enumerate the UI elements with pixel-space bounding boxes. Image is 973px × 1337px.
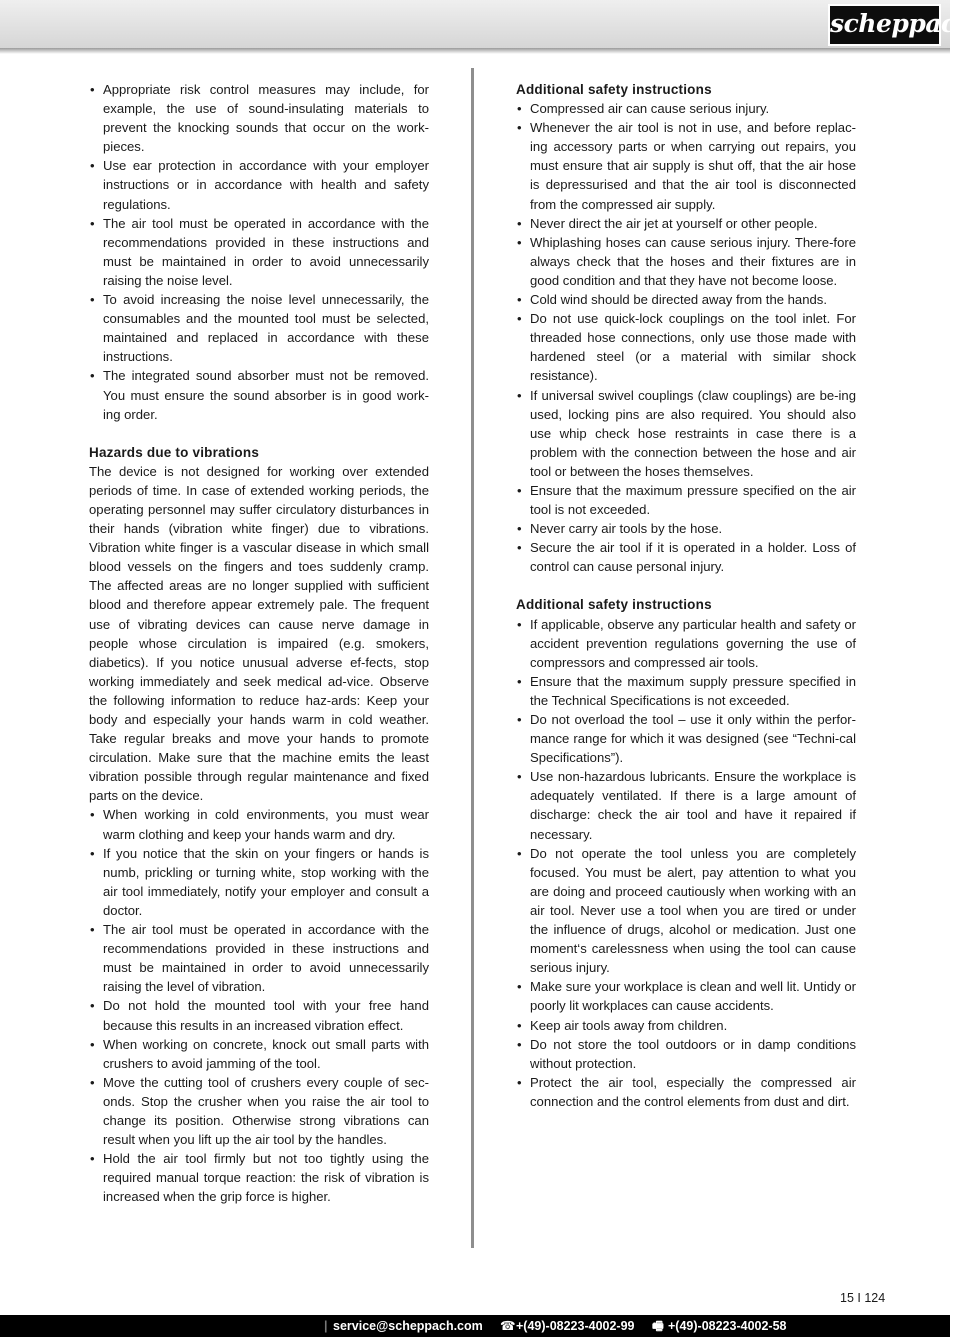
vibration-bullet-list	[89, 805, 429, 1206]
vibration-paragraph: The device is not designed for working over extended periods of time. In case of extended working periods, the operating personnel may suffer circulatory disturbances in their hands (vibration white finger) due to vibrations. Vibration white finger is a vascular disease in which small blood vessels on the fingers and toes suddenly cramp. The affected areas are no longer supplied with sufficient blood and therefore appear extremely pale. The frequent use of vibrating devices can cause nerve damage in people whose circulation is impaired (e.g. smokers, diabetics). If you notice unusual adverse ef-fects, stop working immediately and seek medical ad-vice. Observe the following information to reduce haz-ards: Keep your body and especially your hands warm in cold weather. Take regular breaks and move your hands to promote circulation. Make sure that the machine emits the least vibration possible through regular maintenance and fixed parts on the device.	[89, 463, 429, 804]
list-item: • Move the cutting tool of crushers every couple of sec-onds. Stop the crusher when you raise the air tool to change its position. Otherwise strong vibrations can result when you lift up the air tool by the handles.	[89, 1073, 429, 1149]
list-item: • When working in cold environments, you must wear warm clothing and keep your hands warm and dry.	[89, 805, 429, 843]
left-column	[89, 80, 429, 1206]
safety-heading-1: Additional safety instructions	[516, 82, 712, 97]
column-divider	[471, 68, 474, 1248]
fax-icon: 🖷	[652, 1319, 664, 1333]
header-bar	[0, 0, 950, 48]
list-item: • If universal swivel couplings (claw couplings) are be-ing used, locking pins are also required. You should also use whip check hose restraints in case there is a problem with the connection between the hose and air tool or between the hoses themselves.	[516, 386, 856, 481]
list-item: • Hold the air tool firmly but not too tightly using the required manual torque reaction: the risk of vibration is increased when the grip force is higher.	[89, 1149, 429, 1206]
list-item: • Do not use quick-lock couplings on the tool inlet. For threaded hose connections, only use those made with hardened steel (or a material with similar shock resistance).	[516, 309, 856, 385]
list-item: • Do not store the tool outdoors or in damp conditions without protection.	[516, 1035, 856, 1073]
list-item: • Do not overload the tool – use it only within the perfor-mance range for which it was designed (see “Techni-cal Specifications”).	[516, 710, 856, 767]
list-item: • If you notice that the skin on your fingers or hands is numb, prickling or turning white, stop working with the air tool immediately, notify your employer and consult a doctor.	[89, 844, 429, 920]
right-column	[516, 80, 856, 1111]
list-item: • Whiplashing hoses can cause serious injury. There-fore always check that the hoses and their fixtures are in good condition and that they have not become loose.	[516, 233, 856, 290]
list-item: • Never carry air tools by the hose.	[516, 519, 856, 538]
list-item: • To avoid increasing the noise level unnecessarily, the consumables and the mounted tool must be selected, maintained and replaced in accordance with these instructions.	[89, 290, 429, 366]
noise-bullet-list	[89, 80, 429, 424]
list-item: • Keep air tools away from children.	[516, 1016, 856, 1035]
list-item: • Ensure that the maximum pressure specified on the air tool is not exceeded.	[516, 481, 856, 519]
footer-bar	[0, 1315, 950, 1337]
list-item: • Do not hold the mounted tool with your free hand because this results in an increased vibration effect.	[89, 996, 429, 1034]
footer-separator: |	[324, 1319, 328, 1333]
list-item: • The air tool must be operated in accordance with the recommendations provided in these instructions and must be maintained in order to avoid unnecessarily raising the noise level.	[89, 214, 429, 290]
list-item: • If applicable, observe any particular health and safety or accident prevention regulations governing the use of compressors and compressed air tools.	[516, 615, 856, 672]
safety-bullet-list-1	[516, 99, 856, 576]
footer-email[interactable]: service@scheppach.com	[333, 1319, 483, 1333]
list-item: • The integrated sound absorber must not be removed. You must ensure the sound absorber is in good work-ing order.	[89, 366, 429, 423]
phone-icon: ☎	[500, 1319, 516, 1333]
list-item: • Protect the air tool, especially the compressed air connection and the control elements from dust and dirt.	[516, 1073, 856, 1111]
footer-fax: +(49)-08223-4002-58	[668, 1319, 787, 1333]
page-number: 15 I 124	[840, 1291, 886, 1305]
list-item: • Use non-hazardous lubricants. Ensure the workplace is adequately ventilated. If there is a large amount of discharge: check the air tool and have it repaired if necessary.	[516, 767, 856, 843]
brand-logo: scheppach	[828, 4, 941, 46]
list-item: • Secure the air tool if it is operated in a holder. Loss of control can cause personal injury.	[516, 538, 856, 576]
list-item: • The air tool must be operated in accordance with the recommendations provided in these instructions and must be maintained in order to avoid unnecessarily raising the level of vibration.	[89, 920, 429, 996]
list-item: • Make sure your workplace is clean and well lit. Untidy or poorly lit workplaces can cause accidents.	[516, 977, 856, 1015]
list-item: • Do not operate the tool unless you are completely focused. You must be alert, pay attention to what you are doing and proceed cautiously when working with an air tool. Never use a tool when you are tired or under the influence of drugs, alcohol or medication. Just one moment‘s carelessness when using the tool can cause serious injury.	[516, 844, 856, 978]
list-item: • Whenever the air tool is not in use, and before replac-ing accessory parts or when carrying out repairs, you must ensure that air supply is shut off, that the air hose is depressurised and that the air tool is disconnected from the compressed air supply.	[516, 118, 856, 213]
safety-bullet-list-2	[516, 615, 856, 1111]
footer-phone: +(49)-08223-4002-99	[516, 1319, 635, 1333]
list-item: • Appropriate risk control measures may include, for example, the use of sound-insulating materials to prevent the knocking sounds that occur on the work-pieces.	[89, 80, 429, 156]
list-item: • Use ear protection in accordance with your employer instructions or in accordance with health and safety regulations.	[89, 156, 429, 213]
list-item: • When working on concrete, knock out small parts with crushers to avoid jamming of the tool.	[89, 1035, 429, 1073]
header-shadow	[0, 48, 950, 54]
list-item: • Never direct the air jet at yourself or other people.	[516, 214, 856, 233]
list-item: • Ensure that the maximum supply pressure specified in the Technical Specifications is not exceeded.	[516, 672, 856, 710]
list-item: • Compressed air can cause serious injury.	[516, 99, 856, 118]
vibration-heading: Hazards due to vibrations	[89, 444, 260, 460]
safety-heading-2: Additional safety instructions	[516, 597, 712, 613]
list-item: • Cold wind should be directed away from the hands.	[516, 290, 856, 309]
